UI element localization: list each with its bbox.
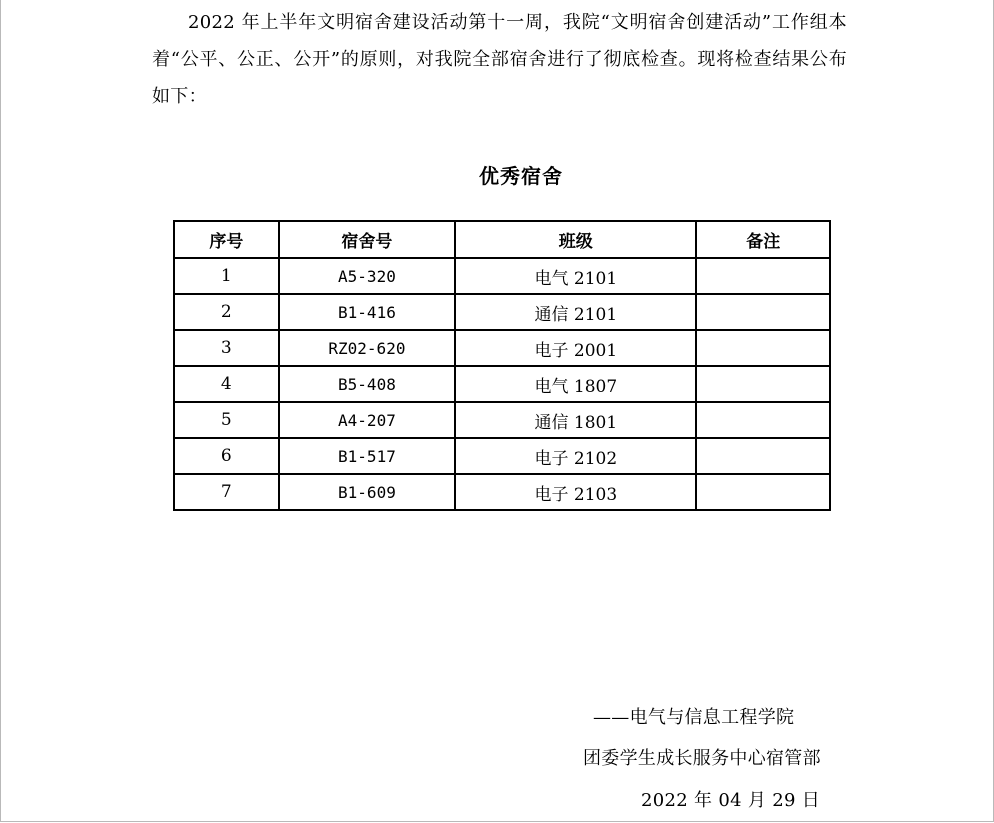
cell-class: 电气 1807 bbox=[455, 366, 696, 402]
cell-class: 电子 2001 bbox=[455, 330, 696, 366]
table-row bbox=[174, 402, 830, 438]
cell-index: 6 bbox=[174, 438, 279, 474]
cell-note bbox=[696, 438, 830, 474]
section-title: 优秀宿舍 bbox=[479, 164, 563, 188]
dorm-table bbox=[173, 220, 831, 511]
cell-class: 通信 1801 bbox=[455, 402, 696, 438]
cell-class: 电子 2103 bbox=[455, 474, 696, 510]
table-header-row bbox=[174, 221, 830, 258]
cell-note bbox=[696, 402, 830, 438]
cell-class: 电子 2102 bbox=[455, 438, 696, 474]
cell-index: 5 bbox=[174, 402, 279, 438]
header-room: 宿舍号 bbox=[279, 221, 456, 258]
cell-note bbox=[696, 366, 830, 402]
intro-paragraph bbox=[152, 4, 847, 115]
cell-room: A4-207 bbox=[279, 402, 456, 438]
cell-index: 1 bbox=[174, 258, 279, 294]
table-row bbox=[174, 366, 830, 402]
cell-note bbox=[696, 330, 830, 366]
cell-index: 2 bbox=[174, 294, 279, 330]
cell-note bbox=[696, 474, 830, 510]
cell-note bbox=[696, 258, 830, 294]
signature-department: ——电气与信息工程学院 bbox=[593, 707, 795, 728]
cell-room: B1-609 bbox=[279, 474, 456, 510]
table-row bbox=[174, 330, 830, 366]
cell-room: A5-320 bbox=[279, 258, 456, 294]
intro-text: 2022 年上半年文明宿舍建设活动第十一周，我院“文明宿舍创建活动”工作组本着“公平、公正、公开”的原则，对我院全部宿舍进行了彻底检查。现将检查结果公布如下： bbox=[152, 12, 847, 107]
table-row bbox=[174, 438, 830, 474]
cell-room: RZ02-620 bbox=[279, 330, 456, 366]
header-class: 班级 bbox=[455, 221, 696, 258]
table-row bbox=[174, 294, 830, 330]
cell-index: 3 bbox=[174, 330, 279, 366]
cell-index: 7 bbox=[174, 474, 279, 510]
cell-class: 电气 2101 bbox=[455, 258, 696, 294]
cell-room: B1-416 bbox=[279, 294, 456, 330]
header-note: 备注 bbox=[696, 221, 830, 258]
cell-class: 通信 2101 bbox=[455, 294, 696, 330]
cell-room: B5-408 bbox=[279, 366, 456, 402]
table-row bbox=[174, 474, 830, 510]
table-row bbox=[174, 258, 830, 294]
signature-organization: 团委学生成长服务中心宿管部 bbox=[583, 748, 821, 769]
signature-date: 2022 年 04 月 29 日 bbox=[641, 790, 821, 811]
header-index: 序号 bbox=[174, 221, 279, 258]
cell-room: B1-517 bbox=[279, 438, 456, 474]
cell-note bbox=[696, 294, 830, 330]
cell-index: 4 bbox=[174, 366, 279, 402]
